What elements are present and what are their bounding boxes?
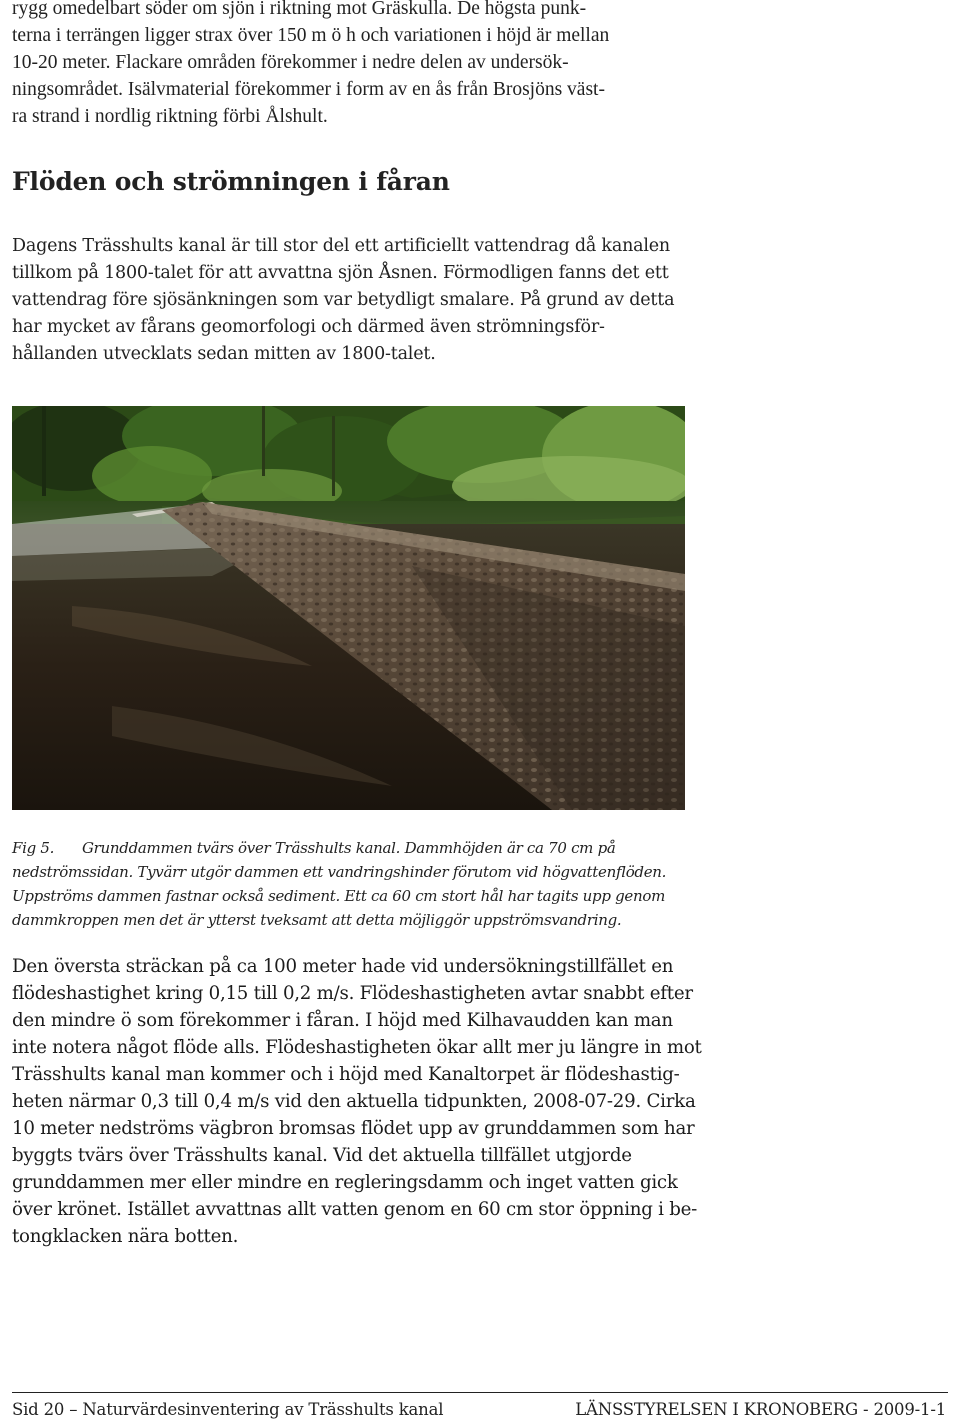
caption-line-4: dammkroppen men det är ytterst tveksamt att detta möjliggör uppströmsvandring. [12,911,622,929]
footer-rule [12,1392,948,1393]
section-line-3: vattendrag före sjösänkningen som var betydligt smalare. På grund av detta [12,290,675,310]
footer-left: Sid 20 – Naturvärdesinventering av Trässhults kanal [12,1400,444,1419]
intro-line-1: rygg omedelbart söder om sjön i riktning mot Gräskulla. De högsta punk- [12,0,587,19]
body-line-10: över krönet. Istället avvattnas allt vatten genom en 60 cm stor öppning i be- [12,1199,698,1220]
body-line-3: den mindre ö som förekommer i fåran. I höjd med Kilhavaudden kan man [12,1010,673,1031]
body-line-5: Trässhults kanal man kommer och i höjd med Kanaltorpet är flödeshastig- [12,1064,680,1085]
caption-line-3: Uppströms dammen fastnar också sediment. Ett ca 60 cm stort hål har tagits upp genom [12,887,666,905]
footer-right: LÄNSSTYRELSEN I KRONOBERG - 2009-1-1 [575,1400,946,1419]
dam-photo [12,406,685,810]
section-line-2: tillkom på 1800-talet för att avvattna sjön Åsnen. Förmodligen fanns det ett [12,263,669,283]
body-line-4: inte notera något flöde alls. Flödeshastigheten ökar allt mer ju längre in mot [12,1037,702,1058]
body-line-6: heten närmar 0,3 till 0,4 m/s vid den aktuella tidpunkten, 2008-07-29. Cirka [12,1091,696,1112]
body-line-9: grunddammen mer eller mindre en regleringsdamm och inget vatten gick [12,1172,678,1193]
section-line-1: Dagens Trässhults kanal är till stor del ett artificiellt vattendrag då kanalen [12,236,671,256]
intro-line-4: ningsområdet. Isälvmaterial förekommer i form av en ås från Brosjöns väst- [12,79,605,100]
section-line-5: hållanden utvecklats sedan mitten av 1800-talet. [12,344,436,364]
caption-line-1 [12,839,616,857]
body-line-2: flödeshastighet kring 0,15 till 0,2 m/s. Flödeshastigheten avtar snabbt efter [12,983,693,1004]
section-line-4: har mycket av fårans geomorfologi och därmed även strömningsför- [12,317,605,337]
body-line-11: tongklacken nära botten. [12,1226,239,1247]
intro-line-3: 10-20 meter. Flackare områden förekommer i nedre delen av undersök- [12,52,569,73]
intro-line-2: terna i terrängen ligger strax över 150 m ö h och variationen i höjd är mellan [12,25,610,46]
intro-line-5: ra strand i nordlig riktning förbi Ålshult. [12,106,328,127]
caption-label: Fig 5. [12,839,55,857]
body-line-1: Den översta sträckan på ca 100 meter hade vid undersökningstillfället en [12,956,674,977]
caption-line-2: nedströmssidan. Tyvärr utgör dammen ett vandringshinder förutom vid högvattenflöden. [12,863,667,881]
caption-text-1: Grunddammen tvärs över Trässhults kanal. Dammhöjden är ca 70 cm på [82,839,616,857]
section-heading: Flöden och strömningen i fåran [12,167,450,196]
body-line-8: byggts tvärs över Trässhults kanal. Vid det aktuella tillfället utgjorde [12,1145,632,1166]
body-line-7: 10 meter nedströms vägbron bromsas flödet upp av grunddammen som har [12,1118,695,1139]
